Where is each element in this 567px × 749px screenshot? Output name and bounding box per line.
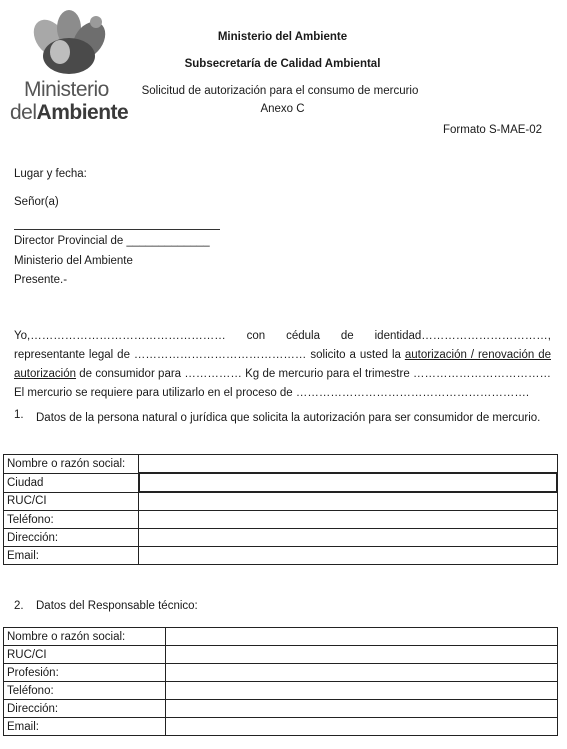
table-row [4, 664, 558, 682]
present-line: Presente.- [14, 274, 68, 286]
table-row [4, 473, 558, 492]
ruc-field[interactable] [139, 492, 558, 511]
section1-number: 1. [14, 409, 24, 421]
section1-table [3, 454, 558, 565]
table-row [4, 511, 558, 529]
header-undersecretary: Subsecretaría de Calidad Ambiental [184, 58, 381, 70]
table-row [4, 547, 558, 565]
recipient-line [14, 229, 220, 230]
row-label: Email: [4, 718, 166, 736]
row-label: Email: [4, 547, 139, 565]
request-paragraph: Yo,…………………………………………… con cédula de identidad……………………………, representante legal de ……………………………………… solicito a usted la autorización / renovación de autorización de consumidor para …………… Kg de mercurio para el trimestre ……………………………… El mercurio se requiere para utilizarlo en el proceso de ……………………………………………………. [14, 330, 551, 399]
section2-number: 2. [14, 600, 24, 612]
section1-title: Datos de la persona natural o jurídica que solicita la autorización para ser consumidor de mercurio. [36, 412, 541, 424]
table-row [4, 646, 558, 664]
row-label: Dirección: [4, 529, 139, 547]
tech-address-field[interactable] [166, 700, 558, 718]
section2-title: Datos del Responsable técnico: [36, 600, 198, 612]
header-annex: Anexo C [260, 103, 305, 115]
table-row [4, 718, 558, 736]
row-label: Teléfono: [4, 682, 166, 700]
row-label: Ciudad [4, 473, 139, 492]
name-field[interactable] [139, 455, 558, 474]
table-row [4, 492, 558, 511]
address-field[interactable] [139, 529, 558, 547]
salutation: Señor(a) [14, 196, 59, 208]
row-label: RUC/CI [4, 492, 139, 511]
table-row [4, 682, 558, 700]
tech-email-field[interactable] [166, 718, 558, 736]
phone-field[interactable] [139, 511, 558, 529]
director-line: Director Provincial de _____________ [14, 235, 210, 247]
ministry-line: Ministerio del Ambiente [14, 255, 133, 267]
tech-ruc-field[interactable] [166, 646, 558, 664]
city-field[interactable] [139, 473, 558, 492]
row-label: Nombre o razón social: [4, 455, 139, 474]
table-row [4, 628, 558, 646]
table-row [4, 529, 558, 547]
tech-name-field[interactable] [166, 628, 558, 646]
tech-phone-field[interactable] [166, 682, 558, 700]
table-row [4, 455, 558, 474]
tech-profession-field[interactable] [166, 664, 558, 682]
row-label: Nombre o razón social: [4, 628, 166, 646]
header-ministry: Ministerio del Ambiente [217, 31, 348, 43]
row-label: RUC/CI [4, 646, 166, 664]
place-date-label: Lugar y fecha: [14, 168, 87, 180]
logo-text-ambiente: delAmbiente [10, 101, 129, 124]
logo-text-ministerio: Ministerio [24, 78, 109, 101]
email-field[interactable] [139, 547, 558, 565]
row-label: Teléfono: [4, 511, 139, 529]
section2-table [3, 627, 558, 736]
table-row [4, 700, 558, 718]
format-code: Formato S-MAE-02 [443, 124, 543, 136]
row-label: Profesión: [4, 664, 166, 682]
header-request-title: Solicitud de autorización para el consumo de mercurio [141, 85, 419, 97]
row-label: Dirección: [4, 700, 166, 718]
